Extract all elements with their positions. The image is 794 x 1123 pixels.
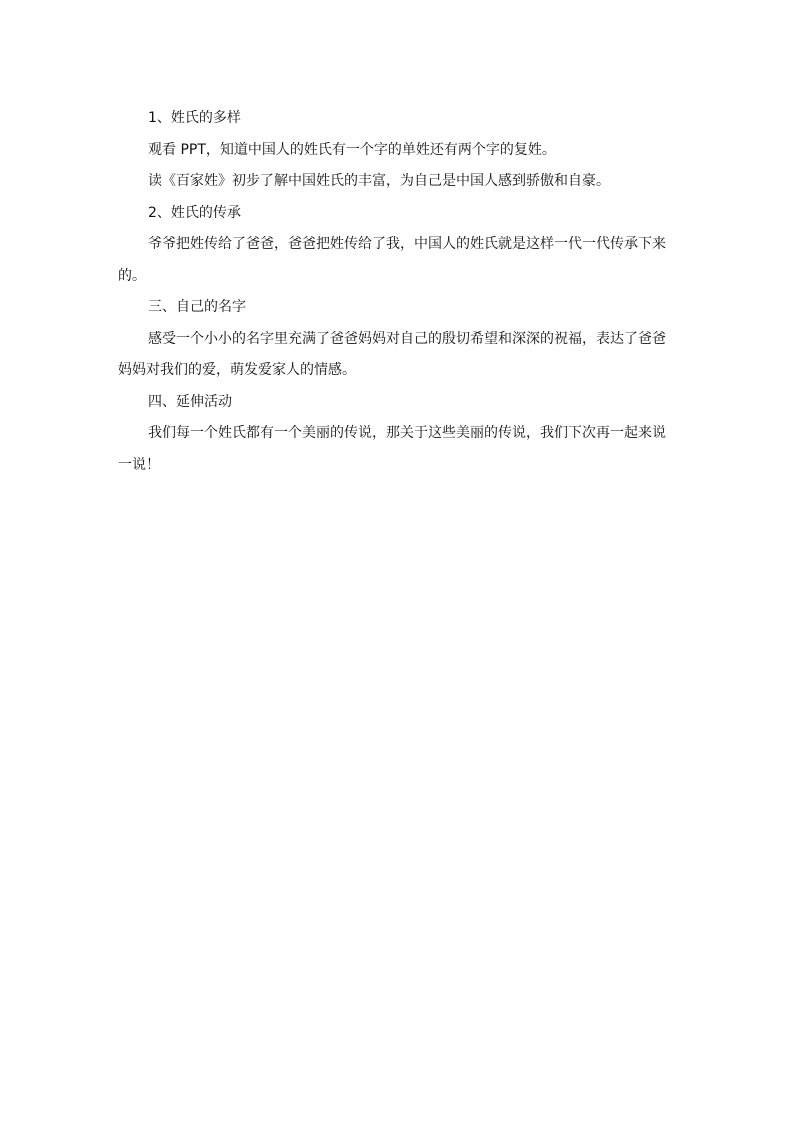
paragraph-surname-passed-down: 爷爷把姓传给了爸爸，爸爸把姓传给了我，中国人的姓氏就是这样一代一代传承下来的。 — [118, 236, 666, 284]
heading-surname-inheritance: 2、姓氏的传承 — [148, 204, 241, 221]
document-body — [118, 103, 670, 481]
paragraph-next-time: 我们每一个姓氏都有一个美丽的传说，那关于这些美丽的传说，我们下次再一起来说一说！ — [118, 425, 666, 473]
paragraph-ppt-surnames: 观看 PPT，知道中国人的姓氏有一个字的单姓还有两个字的复姓。 — [148, 141, 556, 158]
heading-own-name: 三、自己的名字 — [148, 299, 246, 315]
heading-extension-activity: 四、延伸活动 — [148, 393, 232, 410]
paragraph-name-meaning: 感受一个小小的名字里充满了爸爸妈妈对自己的殷切希望和深深的祝福，表达了爸爸妈妈对我们的爱，萌发爱家人的情感。 — [118, 330, 666, 378]
heading-surname-diversity: 1、姓氏的多样 — [148, 110, 241, 126]
paragraph-baijiaxing: 读《百家姓》初步了解中国姓氏的丰富，为自己是中国人感到骄傲和自豪。 — [148, 173, 610, 189]
